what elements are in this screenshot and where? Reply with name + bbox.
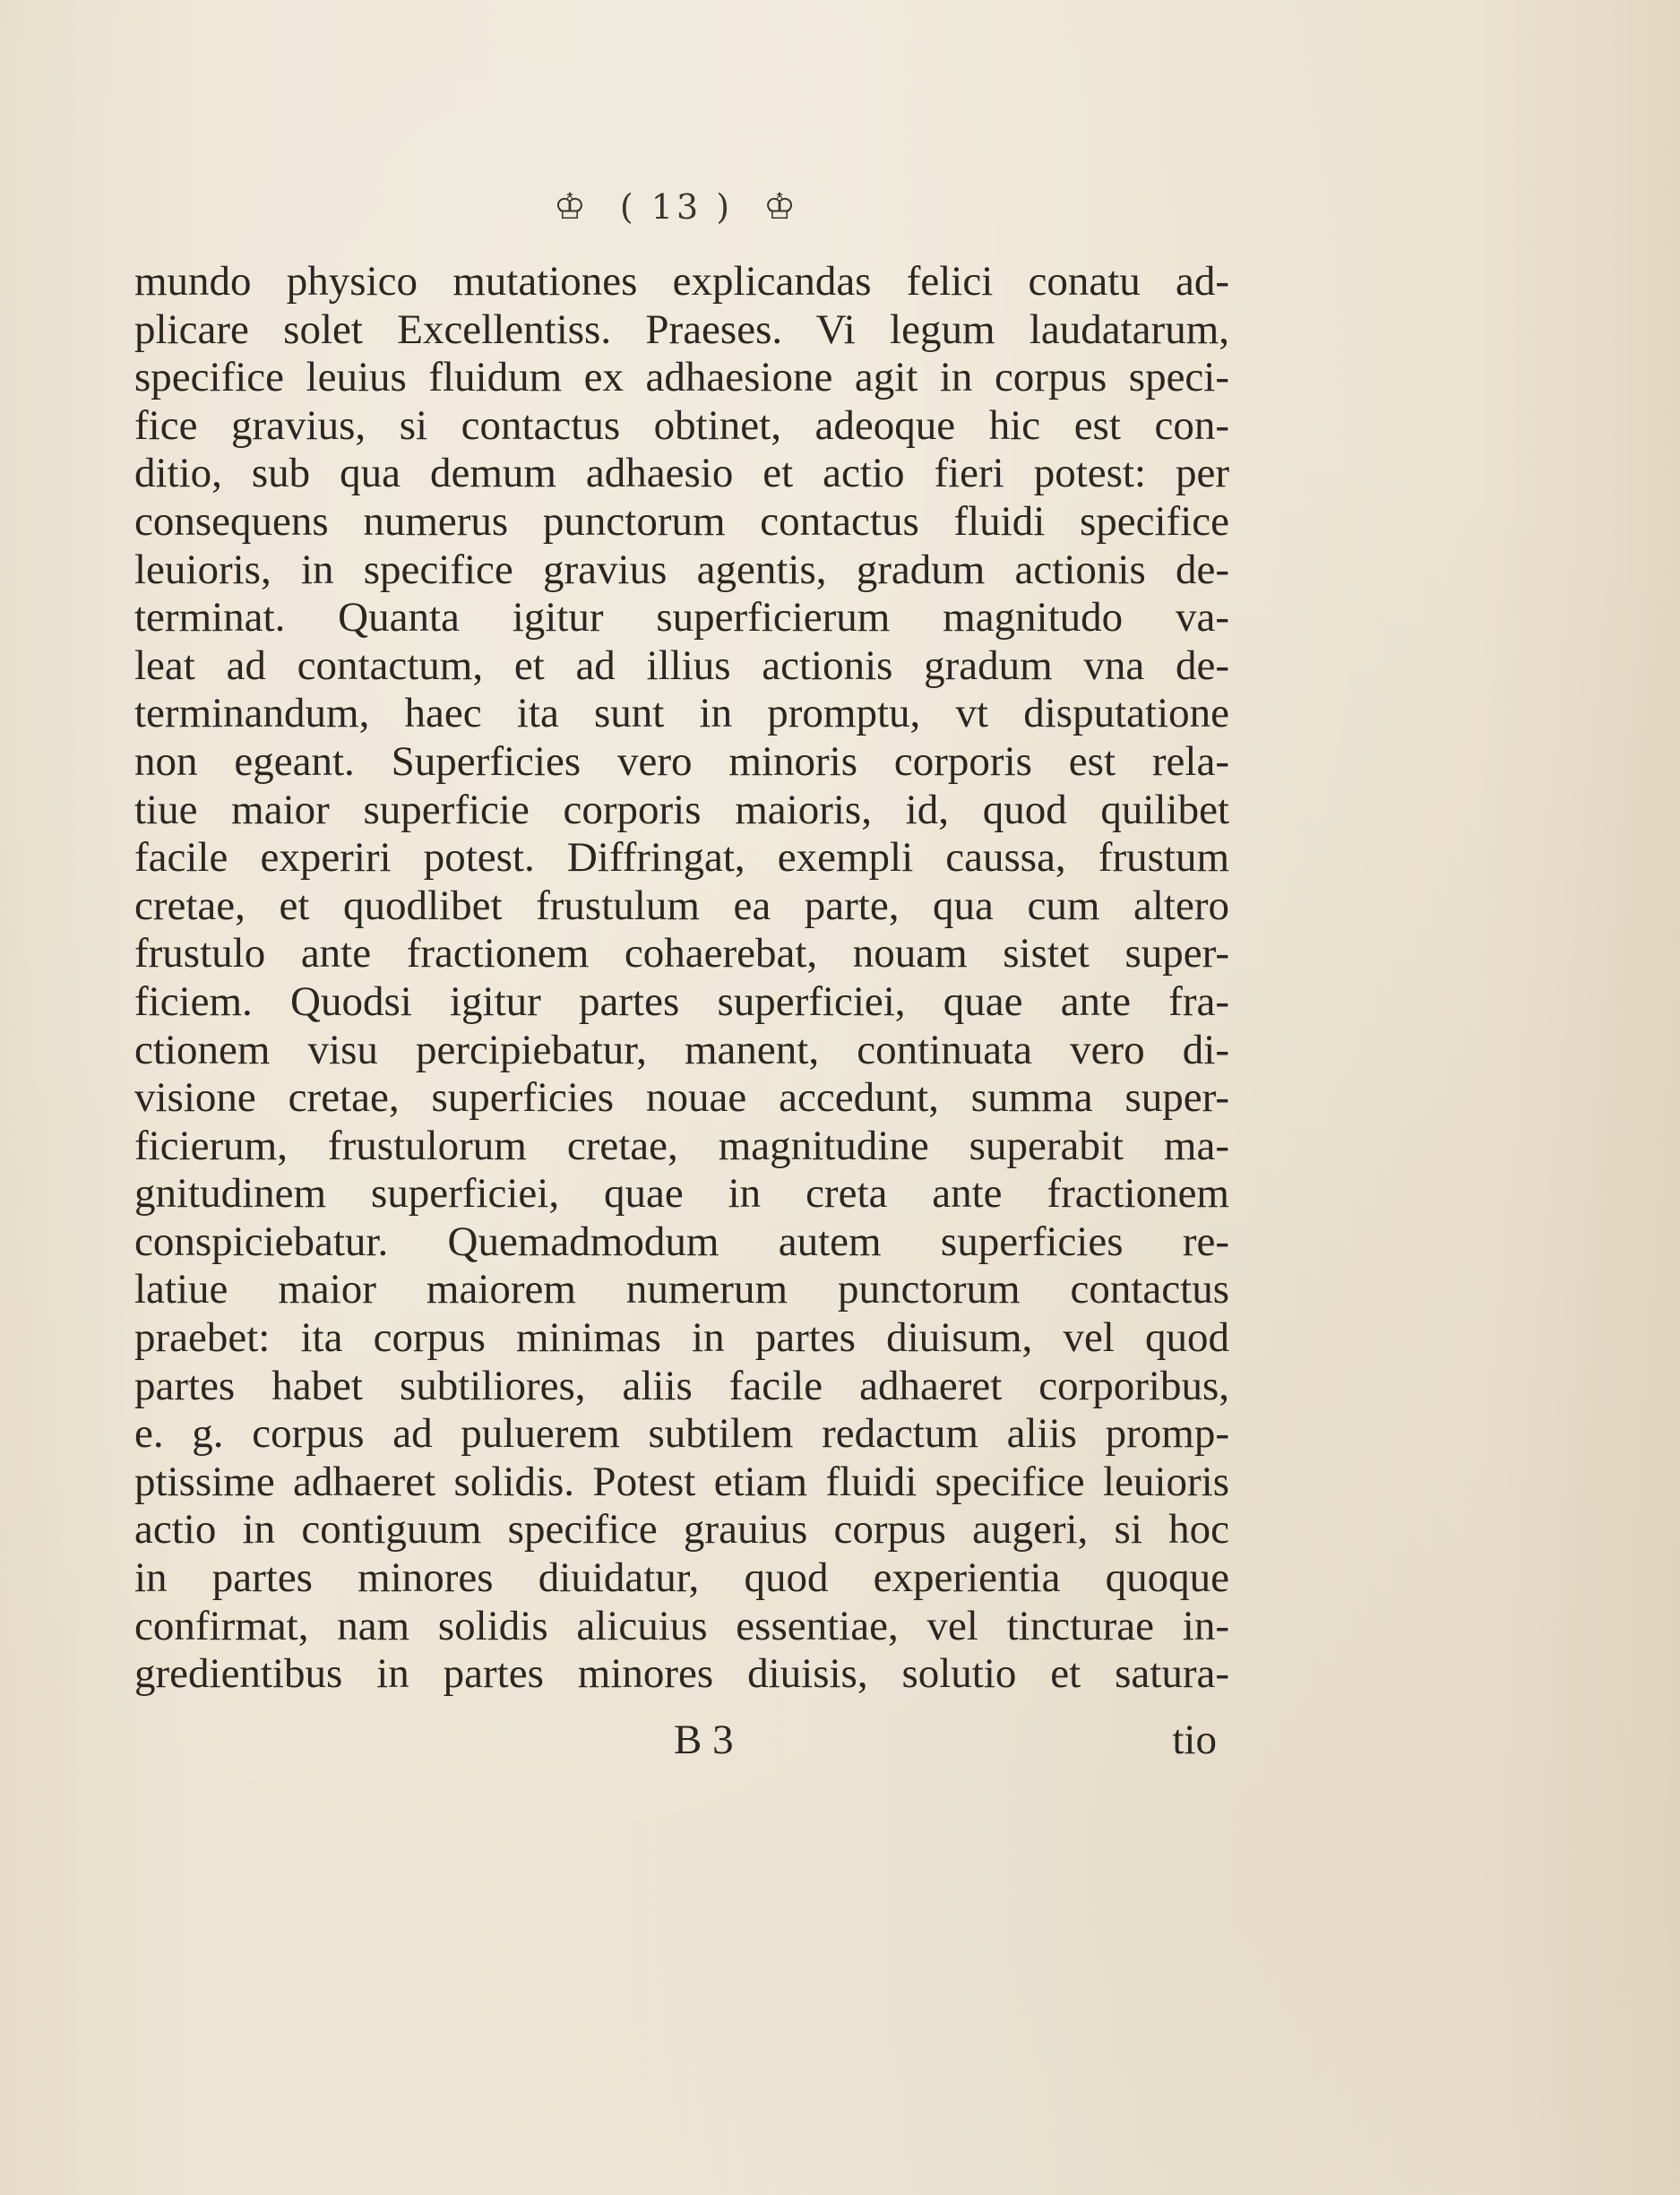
text-line: non egeant. Superficies vero minoris corporis est rela- bbox=[134, 737, 1229, 785]
text-line: fice gravius, si contactus obtinet, adeoque hic est con- bbox=[134, 401, 1229, 449]
text-line: ptissime adhaeret solidis. Potest etiam fluidi specifice leuioris bbox=[134, 1458, 1229, 1505]
text-line: actio in contiguum specifice grauius corpus augeri, si hoc bbox=[134, 1506, 1229, 1554]
text-line: ficierum, frustulorum cretae, magnitudine superabit ma- bbox=[134, 1122, 1229, 1169]
page-footer bbox=[134, 1716, 1229, 1766]
text-line: terminat. Quanta igitur superficierum magnitudo va- bbox=[134, 594, 1229, 641]
text-line: e. g. corpus ad puluerem subtilem redactum aliis promp- bbox=[134, 1410, 1229, 1458]
page-number: ( 13 ) bbox=[619, 186, 734, 227]
text-line: plicare solet Excellentiss. Praeses. Vi legum laudatarum, bbox=[134, 306, 1229, 353]
text-line: tiue maior superficie corporis maioris, id, quod quilibet bbox=[134, 786, 1229, 833]
text-line: specifice leuius fluidum ex adhaesione agit in corpus speci- bbox=[134, 354, 1229, 401]
text-line: praebet: ita corpus minimas in partes diuisum, vel quod bbox=[134, 1314, 1229, 1362]
text-line: partes habet subtiliores, aliis facile adhaeret corporibus, bbox=[134, 1362, 1229, 1409]
running-header bbox=[0, 184, 1353, 228]
text-line: facile experiri potest. Diffringat, exempli caussa, frustum bbox=[134, 834, 1229, 882]
text-line: consequens numerus punctorum contactus fluidi specifice bbox=[134, 497, 1229, 545]
text-line: confirmat, nam solidis alicuius essentiae, vel tincturae in- bbox=[134, 1602, 1229, 1649]
text-line: conspiciebatur. Quemadmodum autem superficies re- bbox=[134, 1218, 1229, 1265]
signature-mark: B 3 bbox=[674, 1717, 734, 1763]
text-line: ctionem visu percipiebatur, manent, continuata vero di- bbox=[134, 1026, 1229, 1073]
text-line: in partes minores diuidatur, quod experientia quoque bbox=[134, 1554, 1229, 1602]
crown-ornament-right-icon: ♔ bbox=[763, 185, 800, 228]
text-line: leuioris, in specifice gravius agentis, gradum actionis de- bbox=[134, 546, 1229, 593]
text-line: gredientibus in partes minores diuisis, solutio et satura- bbox=[134, 1650, 1229, 1698]
text-line: ditio, sub qua demum adhaesio et actio fieri potest: per bbox=[134, 450, 1229, 497]
text-line: leat ad contactum, et ad illius actionis gradum vna de- bbox=[134, 641, 1229, 689]
text-line: gnitudinem superficiei, quae in creta ante fractionem bbox=[134, 1170, 1229, 1218]
text-line: terminandum, haec ita sunt in promptu, vt disputatione bbox=[134, 690, 1229, 737]
body-text bbox=[134, 258, 1229, 1699]
text-line: frustulo ante fractionem cohaerebat, nouam sistet super- bbox=[134, 930, 1229, 977]
text-line: cretae, et quodlibet frustulum ea parte, qua cum altero bbox=[134, 882, 1229, 929]
crown-ornament-left-icon: ♔ bbox=[553, 185, 590, 228]
text-line: visione cretae, superficies nouae accedunt, summa super- bbox=[134, 1074, 1229, 1122]
text-line: mundo physico mutationes explicandas felici conatu ad- bbox=[134, 258, 1229, 305]
text-line: latiue maior maiorem numerum punctorum contactus bbox=[134, 1266, 1229, 1313]
catchword: tio bbox=[1172, 1717, 1217, 1763]
text-line: ficiem. Quodsi igitur partes superficiei, quae ante fra- bbox=[134, 977, 1229, 1025]
